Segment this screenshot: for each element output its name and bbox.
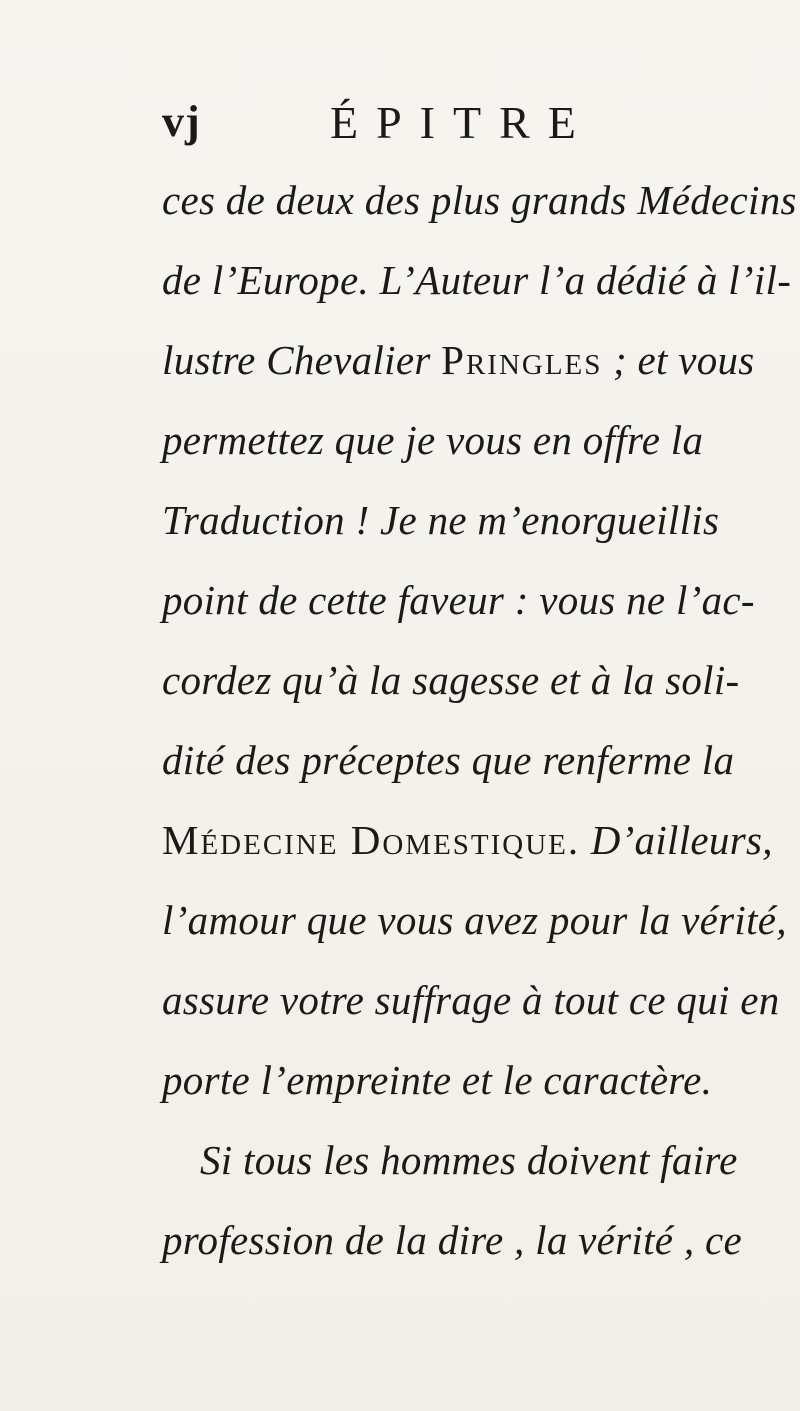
text-line: cordez qu’à la sagesse et à la soli-: [162, 657, 740, 703]
page-header: [0, 96, 800, 156]
text-line: permettez que je vous en offre la: [162, 417, 704, 463]
small-caps-title: Médecine Domestique.: [162, 817, 581, 863]
text-line: [162, 800, 792, 880]
small-caps-name: Pringles: [441, 337, 603, 383]
text-line: l’amour que vous avez pour la vérité,: [162, 897, 787, 943]
body-text: [162, 160, 797, 1280]
text-line: Traduction ! Je ne m’enorgueillis: [162, 497, 720, 543]
text-line: de l’Europe. L’Auteur l’a dédié à l’il-: [162, 257, 792, 303]
line-text-after: D’ailleurs,: [580, 817, 773, 863]
running-title: ÉPITRE: [330, 97, 594, 148]
line-text-after: ; et vous: [602, 337, 755, 383]
line-text-before: lustre Chevalier: [162, 337, 442, 383]
text-line: dité des préceptes que renferme la: [162, 737, 735, 783]
text-line: Si tous les hommes doivent faire: [200, 1137, 738, 1183]
page-number: vj: [162, 97, 201, 146]
text-line: ces de deux des plus grands Médecins: [162, 177, 797, 223]
text-line: [162, 320, 792, 400]
text-line: profession de la dire , la vérité , ce: [162, 1217, 742, 1263]
text-line: point de cette faveur : vous ne l’ac-: [162, 577, 755, 623]
text-line: assure votre suffrage à tout ce qui en: [162, 977, 780, 1023]
text-line: porte l’empreinte et le caractère.: [162, 1057, 713, 1103]
